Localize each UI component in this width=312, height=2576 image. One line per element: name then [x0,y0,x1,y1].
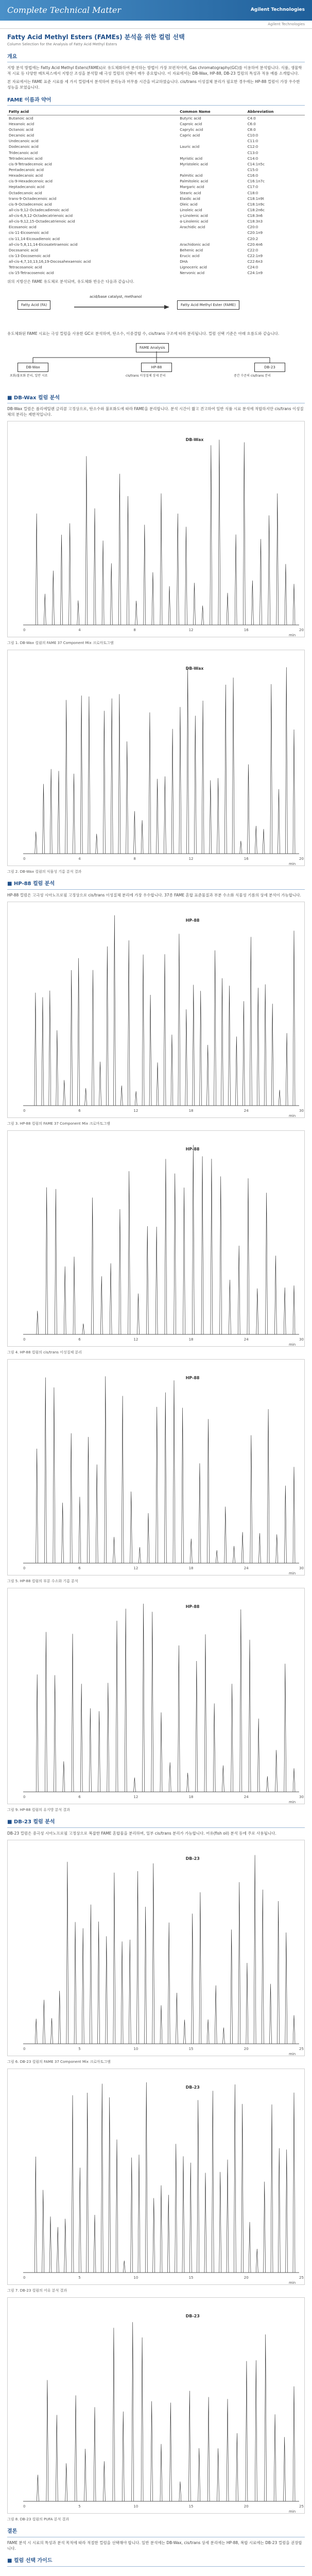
x-tick-label: 12 [133,1337,138,1342]
chromatogram-caption: 그림 9. HP-88 컬럼의 유지방 분석 결과 [7,1808,70,1812]
flow-box-db23: DB-23 [254,363,285,372]
x-tick-label: 0 [23,1337,26,1342]
table-cell: Octanoic acid [9,127,33,132]
table-row [7,230,305,236]
trace-line [23,2322,299,2501]
table-cell [178,150,246,156]
x-tick-label: 24 [244,1108,249,1113]
table-cell [178,230,246,236]
table-cell: Hexanoic acid [9,122,34,126]
table-cell: C15:0 [247,167,258,172]
table-row [7,213,305,219]
table-cell: Palmitic acid [180,174,203,178]
table-cell: Hexadecanoic acid [9,174,43,178]
table-cell: Lauric acid [180,145,200,149]
table-cell: Docosanoic acid [9,248,39,252]
table-row [7,207,305,213]
table-cell: Undecanoic acid [9,139,39,144]
table-cell: C14:0 [247,156,258,161]
table-cell: C18:2n6c [247,208,265,212]
chromatogram-caption: 그림 1. DB-Wax 컬럼의 FAME 37 Component Mix 크로마토그램 [7,641,114,646]
table-cell: C18:3n6 [247,214,263,218]
x-tick-label: 0 [23,1566,26,1571]
chromatogram-trace [8,1360,304,1576]
table-row [7,225,305,230]
x-tick-label: 30 [299,1795,304,1800]
chromatogram [7,1588,305,1804]
x-tick-label: 25 [299,2046,304,2051]
table-cell: C16:1n7c [247,179,265,184]
table-cell: C14:1n5c [247,162,265,166]
column-guide-illustration [7,2572,305,2576]
x-tick-label: 12 [133,1566,138,1571]
table-cell: Margaric acid [180,185,204,190]
table-row [7,139,305,144]
table-cell: C12:0 [247,145,258,149]
x-tick-label: 0 [23,857,26,861]
table-cell: trans-9-Octadecenoic acid [9,196,57,201]
table-cell: C17:0 [247,185,258,190]
x-tick-label: 5 [78,2275,81,2280]
table-cell: cis-9-Octadecenoic acid [9,202,52,207]
chromatogram-trace [8,2069,304,2285]
x-axis-label: min [289,1113,296,1118]
sub-tag: Agilent Technologies [268,22,305,26]
intro-paragraph-1: 지방 분석 방법에는 Fatty Acid Methyl Esters(FAMEs)로 유도체화하여 분석하는 방법이 가장 보편적이며, Gas chromatography(GC)를 이용하여 분석합니다. 식품, 생물학적 시료 등 다양한 매트릭스에서 지방산 조성을 분석할 때 극성 컬럼의 선택이 매우 중요합니다. 이 자료에서는 DB-Wax, HP-88, DB-23 컬럼의 특성과 적용 예를 소개합니다. [7,65,302,76]
x-tick-label: 0 [23,1108,26,1113]
trace-line [23,1855,299,2043]
article-title: Fatty Acid Methyl Esters (FAMEs) 분석을 위한 컬럼 선택 [7,33,185,41]
column-tag: HP-88 [185,1376,200,1381]
table-cell: Caprylic acid [180,127,203,132]
column-guide-diagram [7,2572,305,2576]
section-table-heading: FAME 이름과 약어 [7,97,305,106]
table-row [7,179,305,184]
x-axis-label: min [289,2052,296,2056]
table-cell: cis-13-Docosenoic acid [9,254,50,259]
x-tick-label: 25 [299,2504,304,2509]
x-tick-label: 12 [188,857,194,861]
table-cell: C6:0 [247,122,256,126]
table-cell: C13:0 [247,150,258,155]
x-tick-label: 24 [244,1566,249,1571]
column-tag: DB-23 [185,1856,200,1861]
section-dbwax-heading: ■ DB-Wax 컬럼 분석 [7,395,305,404]
table-cell: C24:0 [247,265,258,270]
trace-line [23,1145,299,1334]
x-tick-label: 6 [78,1795,81,1800]
table-row [7,265,305,270]
x-tick-label: 16 [244,857,249,861]
conclusion-paragraph: FAME 분석 시 시료의 특성과 분석 목적에 따라 적절한 컬럼을 선택해야 합니다. 일반 분석에는 DB-Wax, cis/trans 상세 분리에는 HP-88, 복합 시료에는 DB-23 컬럼을 권장합니다. [7,2540,302,2551]
table-cell: Tetracosanoic acid [9,265,42,270]
x-axis-label: min [289,1342,296,1347]
chromatogram [7,421,305,637]
table-note: 위의 지방산은 FAME 유도체로 분석되며, 유도체화 반응은 다음과 같습니다. [7,279,134,284]
x-tick-label: 10 [133,2275,138,2280]
column-tag: DB-Wax [185,437,204,443]
trace-line [23,1604,299,1792]
table-row [7,219,305,225]
column-tag: DB-23 [185,2084,200,2090]
table-cell: Eicosanoic acid [9,225,37,230]
table-cell: cis-11-Eicosenoic acid [9,231,49,235]
x-tick-label: 25 [299,2275,304,2280]
chromatogram [7,650,305,866]
chromatogram [7,1359,305,1575]
x-tick-label: 12 [133,1795,138,1800]
table-cell [178,167,246,173]
flow-box-dbwax: DB-Wax [18,363,48,372]
table-row [7,115,305,122]
table-cell: Octadecanoic acid [9,191,42,195]
chromatogram-trace [8,1840,304,2057]
table-row [7,236,305,242]
table-cell: γ-Linolenic acid [180,214,208,218]
table-header-cell: Common Name [178,109,246,115]
table-cell: C22:0 [247,248,258,252]
x-tick-label: 6 [78,1566,81,1571]
table-cell: cis-9-Tetradecenoic acid [9,162,52,166]
x-axis-label: min [289,2280,296,2285]
chromatogram-trace [8,902,304,1118]
table-cell: cis-15-Tetracosenoic acid [9,271,54,276]
chromatogram-caption: 그림 6. DB-23 컬럼의 FAME 37 Component Mix 크로마토그램 [7,2059,111,2064]
table-cell [178,139,246,144]
x-tick-label: 12 [188,628,194,633]
x-tick-label: 20 [244,2046,249,2051]
final-section-heading: ■ 컬럼 선택 가이드 [7,2557,305,2567]
table-cell: Lignoceric acid [180,265,207,270]
hp88-paragraph: HP-88 컬럼은 고극성 시아노프로필 고정상으로 cis/trans 이성질체 분리에 가장 우수합니다. 37종 FAME 혼합 표준물질과 부분 수소화 식물성 기름의 상세 분석이 가능합니다. [7,892,301,897]
x-tick-label: 15 [188,2046,194,2051]
table-cell: Erucic acid [180,254,200,259]
x-axis-label: min [289,633,296,638]
chromatogram [7,1130,305,1347]
table-cell: C18:3n3 [247,219,263,224]
table-cell: all-cis-6,9,12-Octadecatrienoic acid [9,214,73,218]
x-tick-label: 10 [133,2046,138,2051]
x-tick-label: 20 [299,857,304,861]
table-cell: Arachidonic acid [180,242,210,247]
x-tick-label: 18 [188,1795,194,1800]
top-banner [0,0,312,21]
table-cell: Palmitoleic acid [180,179,208,184]
table-cell: Tridecanoic acid [9,150,38,155]
column-tag: HP-88 [185,1146,200,1151]
x-axis-label: min [289,862,296,867]
table-cell: C20:1n9 [247,231,263,235]
chromatogram-caption: 그림 7. DB-23 컬럼의 어유 분석 결과 [7,2288,67,2293]
trace-line [23,1376,299,1563]
reaction-diagram [7,290,305,326]
chromatogram-caption: 그림 4. HP-88 컬럼의 cis/trans 이성질체 분리 [7,1350,82,1354]
x-tick-label: 6 [78,1337,81,1342]
table-cell: C18:1n9c [247,202,265,207]
table-cell: Butyric acid [180,116,201,121]
table-cell: Myristic acid [180,156,203,161]
chromatogram-group-dbwax [7,421,305,874]
table-cell: C16:0 [247,174,258,178]
table-cell: all-cis-5,8,11,14-Eicosatetraenoic acid [9,242,78,247]
column-tag: DB-23 [185,2313,200,2318]
chromatogram [7,2069,305,2285]
table-row [7,201,305,207]
sub-bar [0,21,312,29]
chromatogram-group-hp88 [7,902,305,1813]
table-row [7,184,305,190]
reaction-paragraph: 유도체화된 FAME 시료는 극성 컬럼을 사용한 GC로 분석하며, 탄소수, 이중결합 수, cis/trans 구조에 따라 분리됩니다. 컬럼 선택 기준은 아래 흐름도와 같습니다. [7,331,280,336]
x-tick-label: 0 [23,2275,26,2280]
x-tick-label: 18 [188,1108,194,1113]
section-hp88-heading: ■ HP-88 컬럼 분석 [7,880,305,890]
table-cell: Decanoic acid [9,133,34,138]
reaction-mid-label: acid/base catalyst, methanol [90,294,142,299]
chromatogram-trace [8,1588,304,1805]
table-header-cell: Abbreviation [246,109,305,115]
dbwax-paragraph: DB-Wax 컬럼은 폴리에틸렌 글리콜 고정상으로, 탄소수와 불포화도에 따라 FAME을 분리합니다. 분석 시간이 짧고 견고하여 일반 식품 시료 분석에 적합하지만 cis/trans 이성질체의 분리는 제한적입니다. [7,406,304,417]
x-tick-label: 10 [133,2504,138,2509]
table-cell: Linoleic acid [180,208,202,212]
brand-logo: Agilent Technologies [250,7,305,13]
chromatogram-caption: 그림 2. DB-Wax 컬럼의 식물성 기름 분석 결과 [7,870,82,874]
flow-note-hp88: cis/trans 이성질체 상세 분리 [126,374,166,378]
table-cell: cis-9-Hexadecenoic acid [9,179,53,184]
x-tick-label: 18 [188,1337,194,1342]
x-tick-label: 8 [133,857,136,861]
table-cell: Nervonic acid [180,271,205,276]
table-cell: C8:0 [247,127,256,132]
db23-paragraph: DB-23 컬럼은 중극성 시아노프로필 고정상으로 복잡한 FAME 혼합물을 분리하며, 일부 cis/trans 분리가 가능합니다. 어유(fish oil) 분석 등에 주로 사용됩니다. [7,1831,276,1836]
table-cell: Arachidic acid [180,225,205,230]
trace-line [23,440,299,625]
x-tick-label: 15 [188,2504,194,2509]
flow-box-hp88: HP-88 [141,363,172,372]
column-tag: HP-88 [185,918,200,923]
x-tick-label: 18 [188,1566,194,1571]
table-cell: C18:1n9t [247,196,264,201]
table-cell [178,236,246,242]
table-row [7,173,305,179]
intro-paragraph-2: 본 자료에서는 FAME 표준 시료를 세 가지 컬럼에서 분석하여 분리능과 머무름 시간을 비교하였습니다. cis/trans 이성질체 분리가 필요한 경우에는 HP-88 컬럼이 가장 우수한 성능을 보였습니다. [7,79,300,90]
table-cell: C18:0 [247,191,258,195]
table-row [7,144,305,150]
table-cell: Oleic acid [180,202,198,207]
x-tick-label: 0 [23,1795,26,1800]
x-tick-label: 0 [23,2504,26,2509]
x-tick-label: 4 [78,857,81,861]
table-cell: all-cis-9,12-Octadecadienoic acid [9,208,69,212]
chromatogram [7,2297,305,2514]
chromatogram-group-db23 [7,1840,305,2522]
flow-note-db23: 중간 수준의 cis/trans 분리 [234,374,271,378]
table-cell: Pentadecanoic acid [9,167,44,172]
table-cell: α-Linolenic acid [180,219,209,224]
table-cell: Butanoic acid [9,116,33,121]
x-tick-label: 5 [78,2046,81,2051]
article-body [0,29,312,2576]
x-tick-label: 6 [78,1108,81,1113]
chromatogram-caption: 그림 8. DB-23 컬럼의 PUFA 분석 결과 [7,2517,70,2521]
table-cell: Dodecanoic acid [9,145,39,149]
table-cell: C10:0 [247,133,258,138]
table-cell: C11:0 [247,139,258,144]
table-cell: all-cis-4,7,10,13,16,19-Docosahexaenoic acid [9,260,91,264]
chromatogram-trace [8,421,304,638]
table-row [7,270,305,276]
table-cell: C22:1n9 [247,254,263,259]
trace-line [23,2082,299,2273]
article-subtitle: Column Selection for the Analysis of Fatty Acid Methyl Esters [7,42,117,47]
table-cell: Elaidic acid [180,196,200,201]
chromatogram-trace [8,650,304,867]
table-cell: C20:4n6 [247,242,263,247]
chromatogram [7,1840,305,2056]
x-tick-label: 12 [133,1108,138,1113]
chromatogram-caption: 그림 3. HP-88 컬럼의 FAME 37 Component Mix 크로마토그램 [7,1121,110,1126]
table-cell: all-cis-9,12,15-Octadecatrienoic acid [9,219,75,224]
x-tick-label: 16 [244,628,249,633]
table-cell: C20:2 [247,236,258,241]
x-tick-label: 0 [23,628,26,633]
conclusion-heading: 결론 [7,2528,305,2537]
flow-note-dbwax: 포화/불포화 분리, 일반 시료 [10,374,48,378]
reaction-left-label: Fatty Acid (FA) [18,300,50,310]
table-cell: C24:1n9 [247,271,263,276]
table-cell: Caproic acid [180,122,202,126]
column-tag: DB-Wax [185,666,204,671]
trace-line [23,667,299,854]
fame-name-table [7,109,305,276]
x-tick-label: 8 [133,628,136,633]
x-tick-label: 20 [244,2504,249,2509]
table-row [7,161,305,167]
table-row [7,247,305,253]
x-tick-label: 0 [23,2046,26,2051]
table-row [7,156,305,161]
table-header-cell: Fatty acid [7,109,178,115]
table-cell: Tetradecanoic acid [9,156,43,161]
x-tick-label: 30 [299,1337,304,1342]
table-row [7,167,305,173]
reaction-right-label: Fatty Acid Methyl Ester (FAME) [177,300,239,310]
x-tick-label: 4 [78,628,81,633]
table-row [7,242,305,247]
table-cell: C4:0 [247,116,256,121]
table-row [7,150,305,156]
x-tick-label: 30 [299,1108,304,1113]
table-row [7,253,305,259]
table-row [7,196,305,201]
table-cell: Myristoleic acid [180,162,208,166]
flow-top-box: FAME Analysis [136,343,169,352]
x-tick-label: 20 [299,628,304,633]
table-row [7,190,305,196]
table-cell: Stearic acid [180,191,201,195]
series-title: Complete Technical Matter [7,5,122,15]
section-intro-heading: 개요 [7,54,305,63]
table-cell: Capric acid [180,133,200,138]
x-tick-label: 5 [78,2504,81,2509]
x-tick-label: 24 [244,1337,249,1342]
chromatogram-caption: 그림 5. HP-88 컬럼의 부분 수소화 기름 분석 [7,1579,78,1584]
section-db23-heading: ■ DB-23 컬럼 분석 [7,1819,305,1828]
x-tick-label: 24 [244,1795,249,1800]
table-cell: C22:6n3 [247,260,263,264]
x-axis-label: min [289,2509,296,2514]
table-row [7,133,305,139]
table-row [7,121,305,127]
table-cell: C20:0 [247,225,258,230]
table-row [7,127,305,132]
trace-line [23,915,299,1106]
chromatogram-trace [8,1131,304,1347]
x-axis-label: min [289,1800,296,1805]
table-cell: Behenic acid [180,248,203,252]
column-flow-diagram [7,342,305,388]
x-tick-label: 20 [244,2275,249,2280]
chromatogram-trace [8,2298,304,2514]
x-axis-label: min [289,1571,296,1576]
x-tick-label: 15 [188,2275,194,2280]
table-cell: Heptadecanoic acid [9,185,45,190]
x-tick-label: 30 [299,1566,304,1571]
table-cell: cis-11,14-Eicosadienoic acid [9,236,60,241]
table-cell: DHA [180,260,188,264]
table-row [7,259,305,265]
column-tag: HP-88 [185,1604,200,1609]
chromatogram [7,902,305,1118]
